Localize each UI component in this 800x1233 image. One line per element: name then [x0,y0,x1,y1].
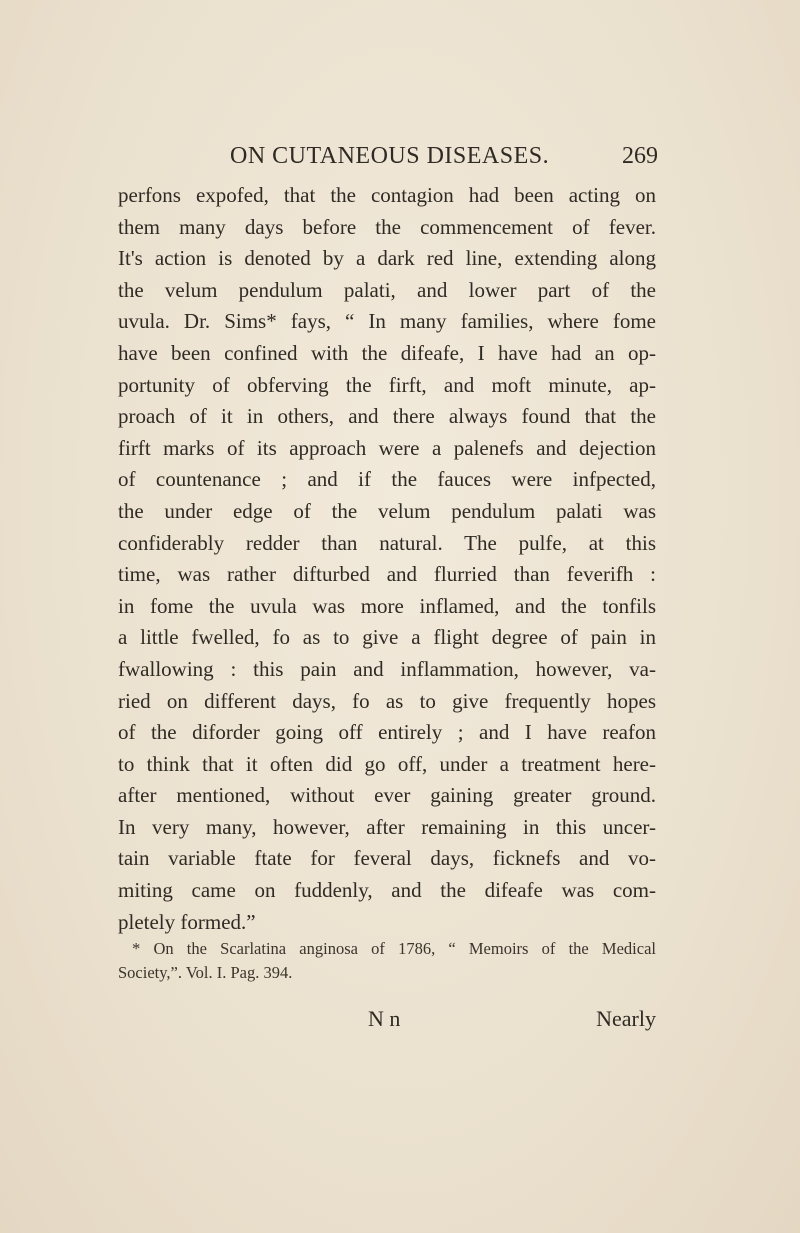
text-line: after mentioned, without ever gaining greater ground. [118,783,656,808]
text-line: in fome the uvula was more inflamed, and the tonfils [118,593,656,618]
text-line: confiderably redder than natural. The pulfe, at this [118,530,656,555]
text-line: proach of it in others, and there always found that the [118,404,656,429]
text-line: ried on different days, fo as to give frequently hopes [118,688,656,713]
text-line: It's action is denoted by a dark red line, extending along [118,246,656,271]
text-line: of the diforder going off entirely ; and I have reafon [118,720,656,745]
page-title: ON CUTANEOUS DISEASES. [230,143,550,169]
footnote [118,937,656,985]
text-line: perfons expofed, that the contagion had been acting on [118,183,656,207]
text-line: the velum pendulum palati, and lower part of the [118,277,656,302]
text-line: firft marks of its approach were a palenefs and dejection [118,435,656,460]
catchword: Nearly [596,1006,656,1031]
text-line: the under edge of the velum pendulum palati was [118,498,656,523]
body-text [118,180,656,938]
text-line: tain variable ftate for feveral days, ficknefs and vo- [118,846,656,871]
text-line: them many days before the commencement of fever. [118,214,656,239]
text-line: uvula. Dr. Sims* fays, “ In many families, where fome [118,309,656,334]
text-line: pletely formed.” [118,909,256,934]
text-line: portunity of obferving the firft, and moft minute, ap- [118,372,656,397]
text-line: miting came on fuddenly, and the difeafe was com- [118,878,656,903]
text-line: have been confined with the difeafe, I have had an op- [118,340,656,365]
running-header [118,143,658,177]
footnote-line: Society,”. Vol. I. Pag. 394. [118,963,293,982]
text-line: to think that it often did go off, under a treatment here- [118,751,656,776]
text-line: In very many, however, after remaining in this uncer- [118,814,656,839]
footnote-line: * On the Scarlatina anginosa of 1786, “ Memoirs of the Medical [132,939,656,958]
signature-mark: N n [368,1006,401,1031]
page-number: 269 [622,143,658,169]
text-line: fwallowing : this pain and inflammation, however, va- [118,656,656,681]
text-line: time, was rather difturbed and flurried than feverifh : [118,562,656,587]
text-line: of countenance ; and if the fauces were infpected, [118,467,656,492]
text-line: a little fwelled, fo as to give a flight degree of pain in [118,625,656,650]
